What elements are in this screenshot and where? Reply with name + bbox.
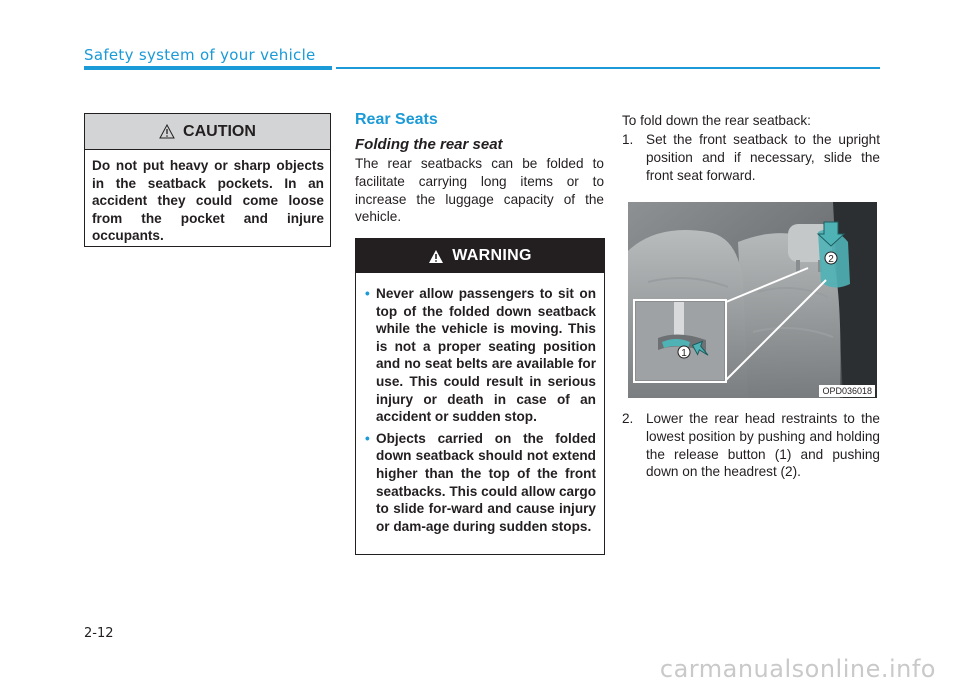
page-number: 2-12 [84,626,114,641]
warning-box [355,238,605,555]
warning-item [365,430,596,536]
header-accent-bar [84,66,332,70]
warning-label: WARNING [452,247,532,264]
warning-list [356,273,604,535]
caution-header [85,114,330,150]
step-number: 2. [622,411,634,426]
caution-label: CAUTION [183,122,256,140]
caution-text: Do not put heavy or sharp objects in the seatback pockets. In an accident they could come loose from the pocket and injure occupants. [92,158,324,244]
watermark: carmanualsonline.info [659,655,936,683]
warning-item-text: Objects carried on the folded down seatback should not extend higher than the top of the front seatbacks. This could allow cargo to slide for-ward and cause injury or dam-age during sudden stops. [376,430,596,534]
rear-seat-illustration [628,202,877,398]
step-text: Set the front seatback to the upright position and if necessary, slide the front seat forward. [646,132,880,183]
bullet-icon: • [365,286,370,301]
step-text: Lower the rear head restraints to the lowest position by pushing and holding the release button (1) and pushing down on the headrest (2). [646,411,880,480]
section-title: Rear Seats [355,111,438,128]
rear-seat-photo [628,202,877,398]
warning-triangle-outline-icon [159,124,175,139]
section-subtitle: Folding the rear seat [355,136,503,153]
figure-code: OPD036018 [819,385,875,397]
callout-2: 2 [828,254,834,265]
instruction-step [622,131,880,184]
bullet-icon: • [365,430,370,446]
warning-item [365,285,596,426]
warning-item-text: Never allow passengers to sit on top of the folded down seatback while the vehicle is moving. This is not a proper seating position and no seat belts are available for use. This could result in serious injury or death in case of an accident or sudden stop. [376,286,596,425]
step-number: 1. [622,132,634,147]
header-rule [336,67,880,69]
instruction-step [622,410,880,481]
section-header-title: Safety system of your vehicle [84,46,316,64]
caution-box [84,113,331,247]
warning-triangle-filled-icon [428,249,444,264]
section-paragraph: The rear seatbacks can be folded to facilitate carrying long items or to increase the luggage capacity of the vehicle. [355,156,604,225]
callout-1: 1 [681,348,687,359]
instructions-intro: To fold down the rear seatback: [622,113,811,128]
warning-header [356,239,604,273]
